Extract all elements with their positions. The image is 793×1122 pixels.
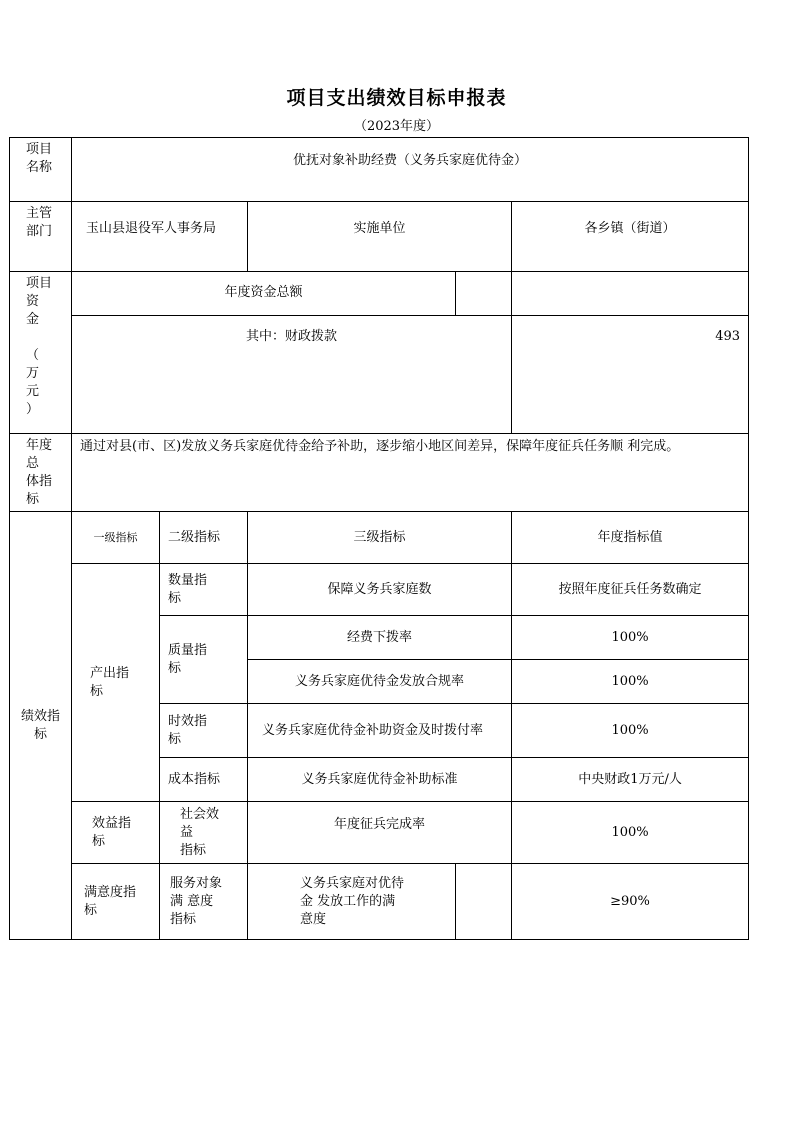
department-row — [10, 202, 749, 272]
funds-fiscal-row — [10, 316, 749, 434]
quantity-level3: 保障义务兵家庭数 — [248, 564, 512, 616]
funds-total-value — [512, 272, 749, 316]
department-label: 主管 部门 — [10, 202, 72, 272]
service-level2: 服务对象 满 意度 指标 — [160, 864, 248, 940]
overall-row — [10, 434, 749, 512]
impl-unit-value: 各乡镇（街道） — [512, 202, 749, 272]
quality-1-level3: 经费下拨率 — [248, 616, 512, 660]
project-name-label: 项目 名称 — [10, 138, 72, 202]
cost-value: 中央财政1万元/人 — [512, 758, 749, 802]
funds-total-blank — [456, 272, 512, 316]
service-value: ≥90% — [512, 864, 749, 940]
quality-label: 质量指 标 — [160, 616, 248, 704]
quantity-row — [10, 564, 749, 616]
satisfaction-row — [10, 864, 749, 940]
social-level2: 社会效 益 指标 — [160, 802, 248, 864]
social-value: 100% — [512, 802, 749, 864]
service-blank — [456, 864, 512, 940]
page-title: 项目支出绩效目标申报表 — [286, 87, 507, 109]
quality-2-level3: 义务兵家庭优待金发放合规率 — [248, 660, 512, 704]
performance-table — [9, 137, 749, 940]
header-level3: 三级指标 — [248, 512, 512, 564]
overall-text: 通过对县(市、区)发放义务兵家庭优待金给予补助，逐步缩小地区间差异，保障年度征兵任务顺 利完成。 — [72, 434, 749, 512]
timeliness-level3: 义务兵家庭优待金补助资金及时拨付率 — [248, 704, 512, 758]
indicator-header-row — [10, 512, 749, 564]
funds-total-label: 年度资金总额 — [72, 272, 456, 316]
satisfaction-label: 满意度指 标 — [72, 864, 160, 940]
funds-total-row — [10, 272, 749, 316]
cost-level2: 成本指标 — [160, 758, 248, 802]
impl-unit-label: 实施单位 — [248, 202, 512, 272]
benefit-label: 效益指 标 — [72, 802, 160, 864]
project-name-value: 优抚对象补助经费（义务兵家庭优待金） — [72, 138, 749, 202]
benefit-row — [10, 802, 749, 864]
quality-2-value: 100% — [512, 660, 749, 704]
overall-label: 年度 总 体指 标 — [10, 434, 72, 512]
cost-level3: 义务兵家庭优待金补助标准 — [248, 758, 512, 802]
funds-fiscal-label: 其中：财政拨款 — [72, 316, 512, 434]
output-label: 产出指 标 — [72, 564, 160, 802]
report-year: （2023年度） — [353, 119, 440, 134]
header-value: 年度指标值 — [512, 512, 749, 564]
quantity-level2: 数量指 标 — [160, 564, 248, 616]
header-level2: 二级指标 — [160, 512, 248, 564]
department-value: 玉山县退役军人事务局 — [72, 202, 248, 272]
funds-fiscal-value: 493 — [512, 316, 749, 434]
quantity-value: 按照年度征兵任务数确定 — [512, 564, 749, 616]
quality-1-value: 100% — [512, 616, 749, 660]
timeliness-level2: 时效指 标 — [160, 704, 248, 758]
funds-label: 项目 资 金 （ 万 元 ） — [10, 272, 72, 434]
timeliness-value: 100% — [512, 704, 749, 758]
social-level3: 年度征兵完成率 — [248, 802, 512, 864]
indicator-section-label: 绩效指 标 — [10, 512, 72, 940]
project-row — [10, 138, 749, 202]
service-level3: 义务兵家庭对优待 金 发放工作的满 意度 — [248, 864, 456, 940]
header-level1: 一级指标 — [72, 512, 160, 564]
